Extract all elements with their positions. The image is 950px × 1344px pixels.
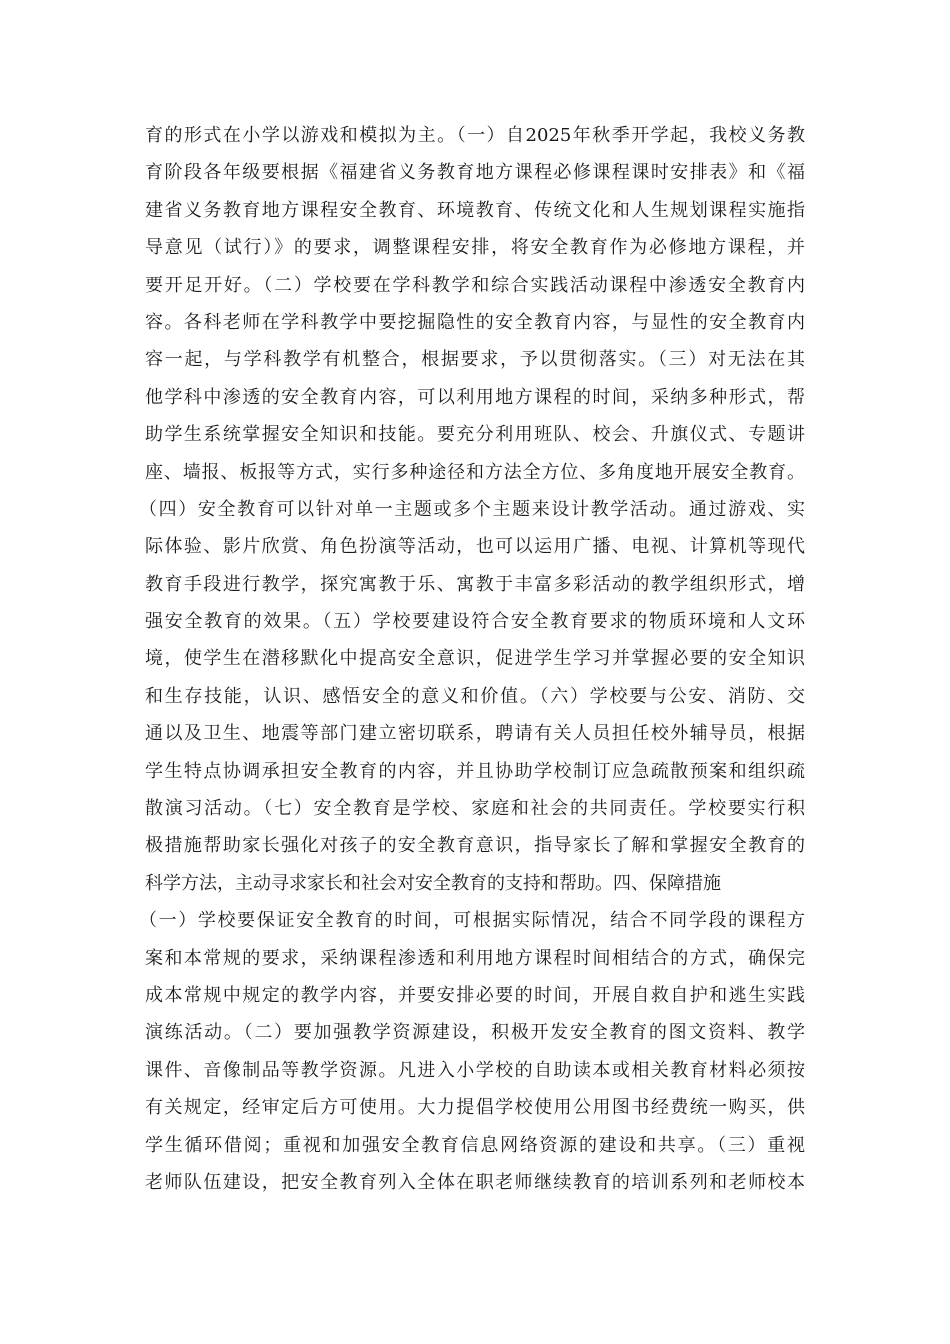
text-line: 他学科中渗透的安全教育内容，可以利用地方课程的时间，采纳多种形式，帮 (145, 386, 805, 408)
text-line: 境，使学生在潜移默化中提高安全意识，促进学生学习并掌握必要的安全知识 (145, 648, 805, 670)
text-line: 际体验、影片欣赏、角色扮演等活动，也可以运用广播、电视、计算机等现代 (145, 536, 805, 558)
text-line: 育的形式在小学以游戏和模拟为主。（一）自2025年秋季开学起，我校义务教 (145, 125, 805, 146)
text-line: （一）学校要保证安全教育的时间，可根据实际情况，结合不同学段的课程方 (139, 910, 805, 932)
text-line: 要开足开好。（二）学校要在学科教学和综合实践活动课程中渗透安全教育内 (145, 274, 805, 296)
text-line: 有关规定，经审定后方可使用。大力提倡学校使用公用图书经费统一购买，供 (145, 1097, 805, 1119)
text-line: 建省义务教育地方课程安全教育、环境教育、传统文化和人生规划课程实施指 (145, 199, 805, 221)
text-line: 散演习活动。（七）安全教育是学校、家庭和社会的共同责任。学校要实行积 (145, 798, 805, 820)
text-line: 学生循环借阅；重视和加强安全教育信息网络资源的建设和共享。（三）重视 (145, 1134, 805, 1156)
text-line: 老师队伍建设，把安全教育列入全体在职老师继续教育的培训系列和老师校本 (145, 1171, 805, 1193)
text-line: 演练活动。（二）要加强教学资源建设，积极开发安全教育的图文资料、教学 (145, 1022, 805, 1044)
text-line: 容一起，与学科教学有机整合，根据要求，予以贯彻落实。（三）对无法在其 (145, 349, 805, 371)
text-line: （四）安全教育可以针对单一主题或多个主题来设计教学活动。通过游戏、实 (139, 498, 805, 520)
text-line: 教育手段进行教学，探究寓教于乐、寓教于丰富多彩活动的教学组织形式，增 (145, 573, 805, 595)
body-text (139, 117, 805, 1201)
text-line: 强安全教育的效果。（五）学校要建设符合安全教育要求的物质环境和人文环 (145, 611, 805, 633)
text-line: 通以及卫生、地震等部门建立密切联系，聘请有关人员担任校外辅导员，根据 (145, 723, 805, 745)
text-line: 学生特点协调承担安全教育的内容，并且协助学校制订应急疏散预案和组织疏 (145, 760, 805, 782)
text-line: 和生存技能，认识、感悟安全的意义和价值。（六）学校要与公安、消防、交 (145, 685, 805, 707)
text-line: 科学方法，主动寻求家长和社会对安全教育的支持和帮助。四、保障措施 (145, 872, 721, 894)
text-line: 座、墙报、板报等方式，实行多种途径和方法全方位、多角度地开展安全教育。 (145, 461, 805, 483)
text-line: 成本常规中规定的教学内容，并要安排必要的时间，开展自救自护和逃生实践 (145, 984, 805, 1006)
text-line: 导意见（试行）》的要求，调整课程安排，将安全教育作为必修地方课程，并 (145, 237, 805, 259)
text-line: 容。各科老师在学科教学中要挖掘隐性的安全教育内容，与显性的安全教育内 (145, 311, 805, 333)
text-line: 极措施帮助家长强化对孩子的安全教育意识，指导家长了解和掌握安全教育的 (145, 835, 805, 857)
text-line: 助学生系统掌握安全知识和技能。要充分利用班队、校会、升旗仪式、专题讲 (145, 424, 805, 446)
text-line: 育阶段各年级要根据《福建省义务教育地方课程必修课程课时安排表》和《福 (145, 162, 805, 184)
text-line: 课件、音像制品等教学资源。凡进入小学校的自助读本或相关教育材料必须按 (145, 1059, 805, 1081)
text-line: 案和本常规的要求，采纳课程渗透和利用地方课程时间相结合的方式，确保完 (145, 947, 805, 969)
